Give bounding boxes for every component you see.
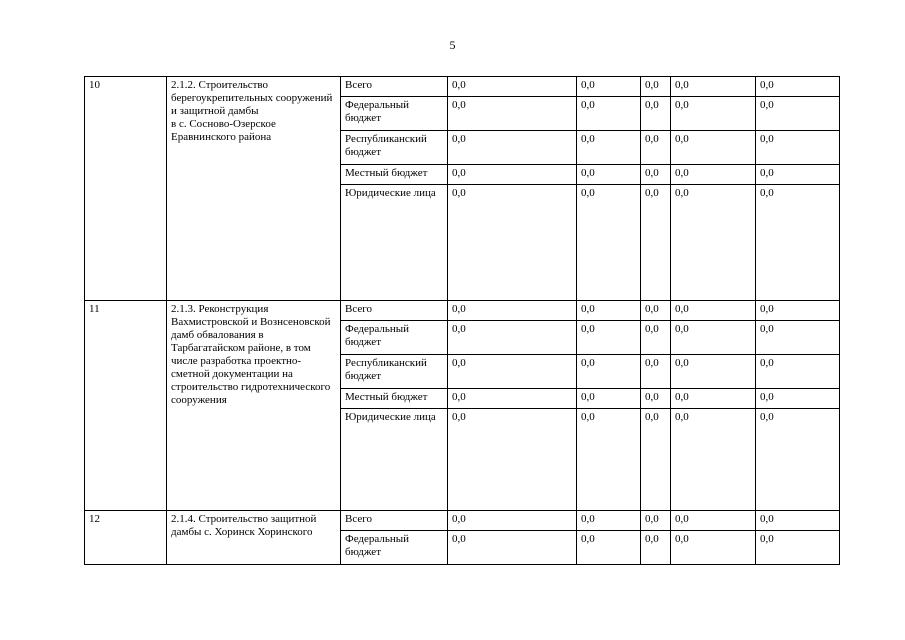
table-row	[85, 77, 840, 97]
amount-cell: 0,0	[756, 409, 840, 511]
amount-cell: 0,0	[756, 531, 840, 565]
amount-cell: 0,0	[671, 355, 756, 389]
amount-cell: 0,0	[448, 165, 577, 185]
amount-cell: 0,0	[671, 165, 756, 185]
amount-cell: 0,0	[641, 389, 671, 409]
amount-cell: 0,0	[671, 185, 756, 301]
row-number: 11	[85, 301, 167, 511]
amount-cell: 0,0	[577, 355, 641, 389]
amount-cell: 0,0	[448, 97, 577, 131]
amount-cell: 0,0	[448, 321, 577, 355]
amount-cell: 0,0	[641, 165, 671, 185]
amount-cell: 0,0	[641, 409, 671, 511]
amount-cell: 0,0	[577, 389, 641, 409]
amount-cell: 0,0	[448, 389, 577, 409]
row-number: 12	[85, 511, 167, 565]
amount-cell: 0,0	[448, 355, 577, 389]
amount-cell: 0,0	[756, 355, 840, 389]
amount-cell: 0,0	[641, 131, 671, 165]
amount-cell: 0,0	[671, 321, 756, 355]
amount-cell: 0,0	[671, 97, 756, 131]
amount-cell: 0,0	[671, 77, 756, 97]
budget-table	[84, 76, 840, 565]
amount-cell: 0,0	[671, 301, 756, 321]
activity-title: 2.1.4. Строительство защитной дамбы с. Хоринск Хоринского	[167, 511, 341, 565]
page-number: 5	[449, 38, 456, 52]
funding-source: Федеральный бюджет	[341, 531, 448, 565]
amount-cell: 0,0	[756, 511, 840, 531]
amount-cell: 0,0	[671, 409, 756, 511]
amount-cell: 0,0	[756, 389, 840, 409]
funding-source: Республиканский бюджет	[341, 355, 448, 389]
funding-source: Всего	[341, 511, 448, 531]
amount-cell: 0,0	[641, 355, 671, 389]
table-row	[85, 511, 840, 531]
amount-cell: 0,0	[448, 531, 577, 565]
amount-cell: 0,0	[671, 531, 756, 565]
amount-cell: 0,0	[577, 131, 641, 165]
funding-source: Республиканский бюджет	[341, 131, 448, 165]
funding-source: Юридические лица	[341, 409, 448, 511]
amount-cell: 0,0	[641, 531, 671, 565]
amount-cell: 0,0	[448, 409, 577, 511]
amount-cell: 0,0	[641, 185, 671, 301]
funding-source: Местный бюджет	[341, 165, 448, 185]
amount-cell: 0,0	[671, 131, 756, 165]
amount-cell: 0,0	[448, 511, 577, 531]
amount-cell: 0,0	[756, 185, 840, 301]
amount-cell: 0,0	[577, 185, 641, 301]
amount-cell: 0,0	[448, 77, 577, 97]
amount-cell: 0,0	[756, 97, 840, 131]
amount-cell: 0,0	[671, 389, 756, 409]
amount-cell: 0,0	[756, 165, 840, 185]
activity-title: 2.1.3. Реконструкция Вахмистровской и Вознсеновской дамб обвалования в Тарбагатайском районе, в том числе разработка проектно-сметной документации на строительство гидротехнического сооружения	[167, 301, 341, 511]
funding-source: Местный бюджет	[341, 389, 448, 409]
funding-source: Юридические лица	[341, 185, 448, 301]
amount-cell: 0,0	[641, 97, 671, 131]
amount-cell: 0,0	[577, 321, 641, 355]
amount-cell: 0,0	[577, 165, 641, 185]
amount-cell: 0,0	[577, 409, 641, 511]
amount-cell: 0,0	[577, 511, 641, 531]
amount-cell: 0,0	[448, 131, 577, 165]
amount-cell: 0,0	[448, 185, 577, 301]
funding-source: Всего	[341, 301, 448, 321]
table-row	[85, 301, 840, 321]
amount-cell: 0,0	[641, 321, 671, 355]
amount-cell: 0,0	[756, 77, 840, 97]
funding-source: Федеральный бюджет	[341, 97, 448, 131]
amount-cell: 0,0	[577, 301, 641, 321]
amount-cell: 0,0	[756, 321, 840, 355]
funding-source: Всего	[341, 77, 448, 97]
amount-cell: 0,0	[577, 97, 641, 131]
amount-cell: 0,0	[671, 511, 756, 531]
amount-cell: 0,0	[756, 301, 840, 321]
funding-source: Федеральный бюджет	[341, 321, 448, 355]
row-number: 10	[85, 77, 167, 301]
amount-cell: 0,0	[641, 301, 671, 321]
amount-cell: 0,0	[577, 531, 641, 565]
amount-cell: 0,0	[577, 77, 641, 97]
amount-cell: 0,0	[641, 77, 671, 97]
amount-cell: 0,0	[641, 511, 671, 531]
amount-cell: 0,0	[448, 301, 577, 321]
amount-cell: 0,0	[756, 131, 840, 165]
activity-title: 2.1.2. Строительство берегоукрепительных сооружений и защитной дамбы в с. Сосново-Озерское Еравнинского района	[167, 77, 341, 301]
